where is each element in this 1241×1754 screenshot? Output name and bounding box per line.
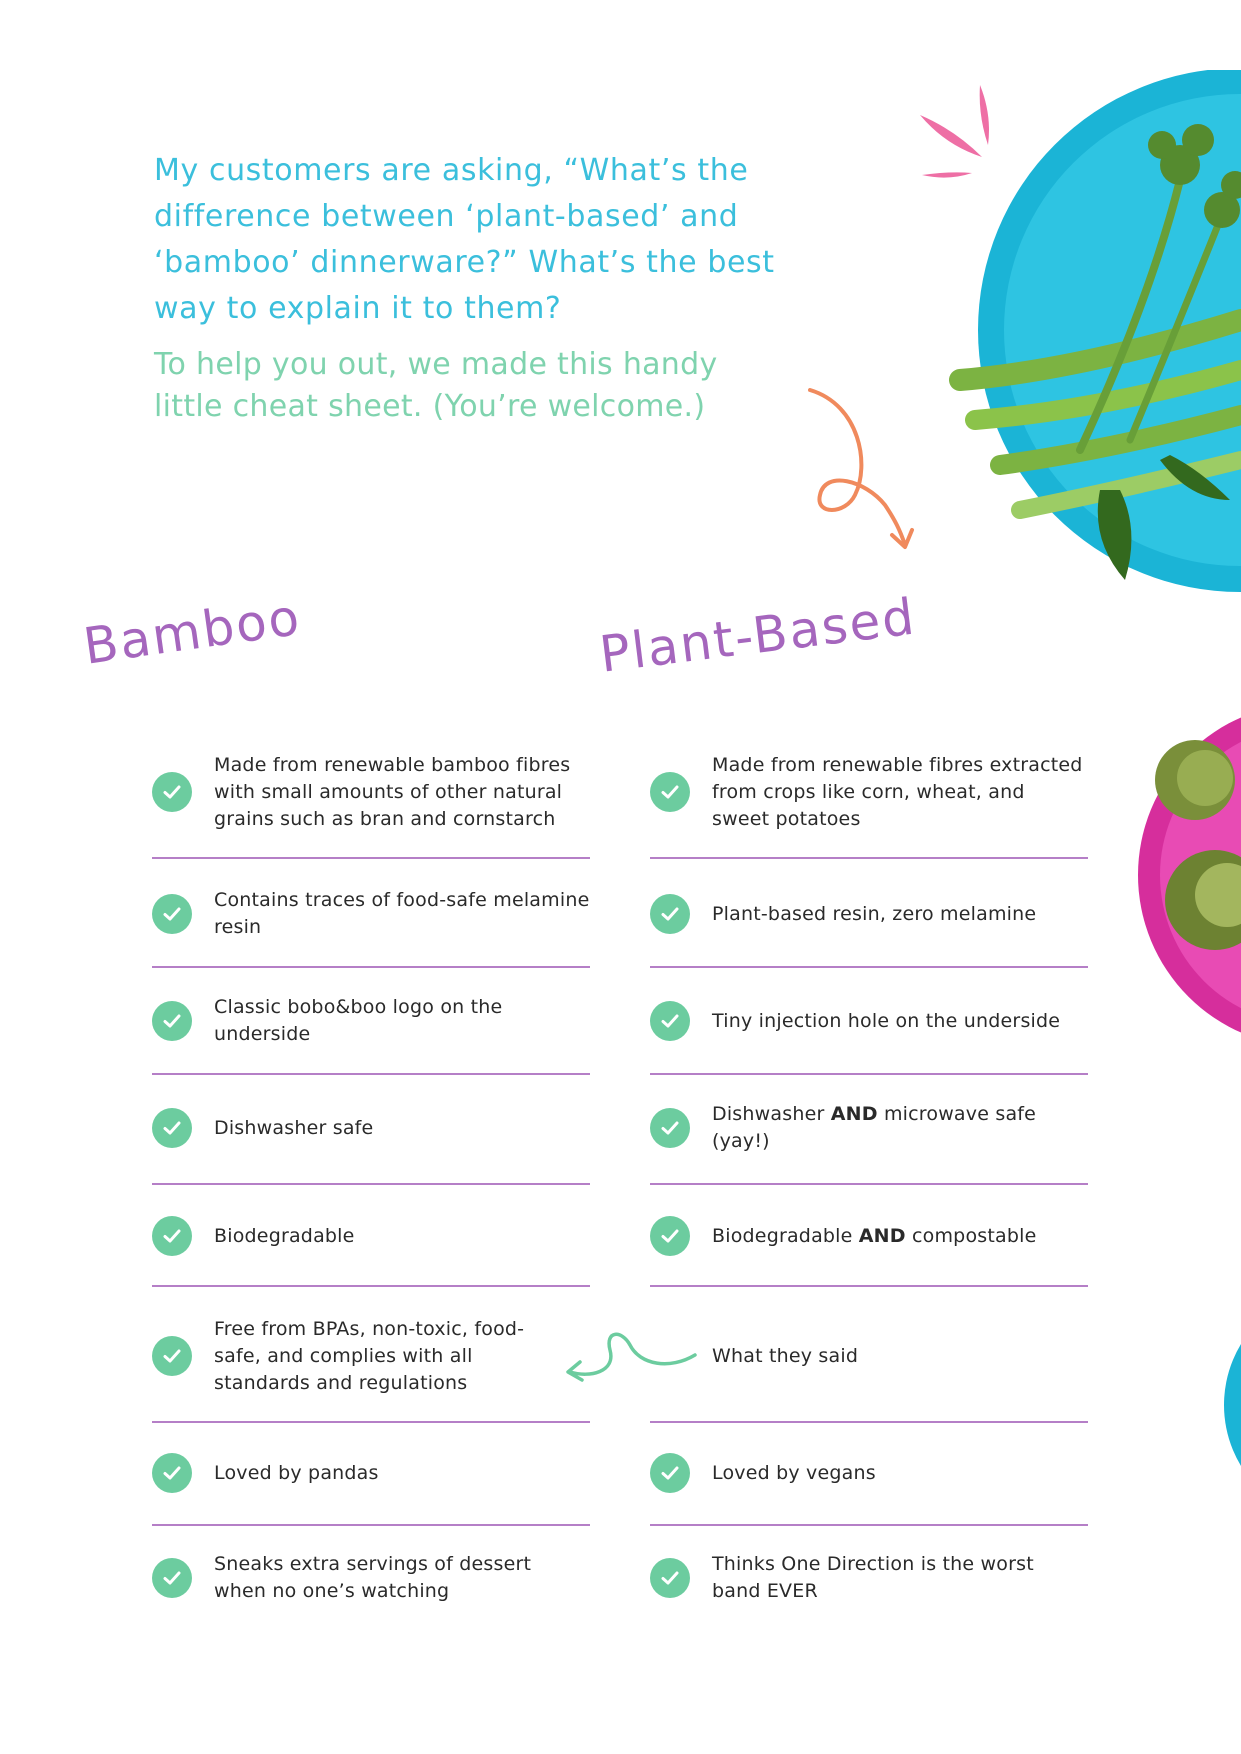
divider (650, 857, 1088, 859)
divider (650, 1285, 1088, 1287)
bamboo-row-8-text: Sneaks extra servings of dessert when no one’s watching (214, 1553, 532, 1602)
bamboo-heading: Bamboo (79, 587, 305, 676)
plant-row-8-text: Thinks One Direction is the worst band EVER (712, 1553, 1034, 1602)
divider (650, 1524, 1088, 1526)
plant-row-4-text (712, 1101, 1088, 1155)
intro-question: My customers are asking, “What’s the difference between ‘plant-based’ and ‘bamboo’ dinnerware?” What’s the best way to explain it to them? (154, 153, 775, 326)
plant-row-5 (650, 1208, 1088, 1264)
plant-row-5-text (712, 1223, 1037, 1250)
check-icon (152, 1558, 192, 1598)
plant-row-4-text-post: microwave safe (yay!) (712, 1103, 1037, 1152)
check-icon (650, 772, 690, 812)
check-icon (152, 772, 192, 812)
intro-answer: To help you out, we made this handy little cheat sheet. (You’re welcome.) (154, 347, 718, 424)
check-icon (650, 1108, 690, 1148)
check-icon (650, 1558, 690, 1598)
divider (152, 857, 590, 859)
plant-row-4-text-pre: Dishwasher (712, 1103, 831, 1125)
plant-row-5-text-post: compostable (905, 1224, 1037, 1247)
check-icon (152, 1336, 192, 1376)
bamboo-row-3-text: Classic bobo&boo logo on the underside (214, 996, 503, 1045)
check-icon (152, 894, 192, 934)
bamboo-row-4-text: Dishwasher safe (214, 1116, 374, 1139)
plant-row-3 (650, 993, 1088, 1049)
divider (152, 966, 590, 968)
plant-based-heading: Plant-Based (596, 587, 919, 684)
plant-row-4 (650, 1100, 1088, 1156)
check-icon (152, 1108, 192, 1148)
bamboo-row-2-text: Contains traces of food-safe melamine resin (214, 889, 590, 938)
divider (152, 1421, 590, 1423)
sprouts-bowl-illustration (1135, 700, 1241, 1050)
check-icon (152, 1453, 192, 1493)
bamboo-row-1 (152, 752, 590, 832)
check-icon (650, 1453, 690, 1493)
check-icon (152, 1001, 192, 1041)
curly-arrow-down-icon (800, 385, 930, 555)
sparkle-icon (900, 75, 1010, 185)
plant-row-5-text-pre: Biodegradable (712, 1224, 859, 1247)
divider (152, 1524, 590, 1526)
plant-row-3-text: Tiny injection hole on the underside (712, 1009, 1061, 1032)
plant-row-7-text: Loved by vegans (712, 1461, 876, 1484)
bamboo-row-7-text: Loved by pandas (214, 1461, 379, 1484)
divider (152, 1183, 590, 1185)
check-icon (650, 1001, 690, 1041)
divider (650, 1421, 1088, 1423)
plant-row-2-text: Plant-based resin, zero melamine (712, 902, 1037, 925)
plant-row-1-text: Made from renewable fibres extracted from crops like corn, wheat, and sweet potatoes (712, 753, 1083, 830)
plant-row-4-text-bold: AND (830, 1103, 878, 1125)
blue-plate-edge-illustration (1222, 1305, 1241, 1505)
check-icon (650, 894, 690, 934)
divider (650, 966, 1088, 968)
divider (650, 1073, 1088, 1075)
check-icon (152, 1216, 192, 1256)
plant-row-2 (650, 886, 1088, 942)
plant-row-8 (650, 1550, 1088, 1606)
bamboo-row-6-text: Free from BPAs, non-toxic, food-safe, and complies with all standards and regulations (214, 1317, 525, 1394)
plant-row-1 (650, 752, 1088, 832)
bamboo-row-5 (152, 1208, 590, 1264)
check-icon (650, 1216, 690, 1256)
plant-row-7 (650, 1445, 1088, 1501)
plant-row-6-text: What they said (712, 1344, 859, 1367)
bamboo-row-5-text: Biodegradable (214, 1224, 355, 1247)
divider (152, 1073, 590, 1075)
bamboo-row-1-text: Made from renewable bamboo fibres with small amounts of other natural grains such as bran and cornstarch (214, 753, 571, 830)
divider (650, 1183, 1088, 1185)
plant-row-6 (650, 1314, 1088, 1398)
plant-row-5-text-bold: AND (858, 1224, 906, 1247)
bamboo-row-3 (152, 993, 590, 1049)
bamboo-row-7 (152, 1445, 590, 1501)
bamboo-row-4 (152, 1100, 590, 1156)
bamboo-row-8 (152, 1550, 590, 1606)
divider (152, 1285, 590, 1287)
bamboo-row-6 (152, 1314, 590, 1398)
bamboo-row-2 (152, 886, 590, 942)
